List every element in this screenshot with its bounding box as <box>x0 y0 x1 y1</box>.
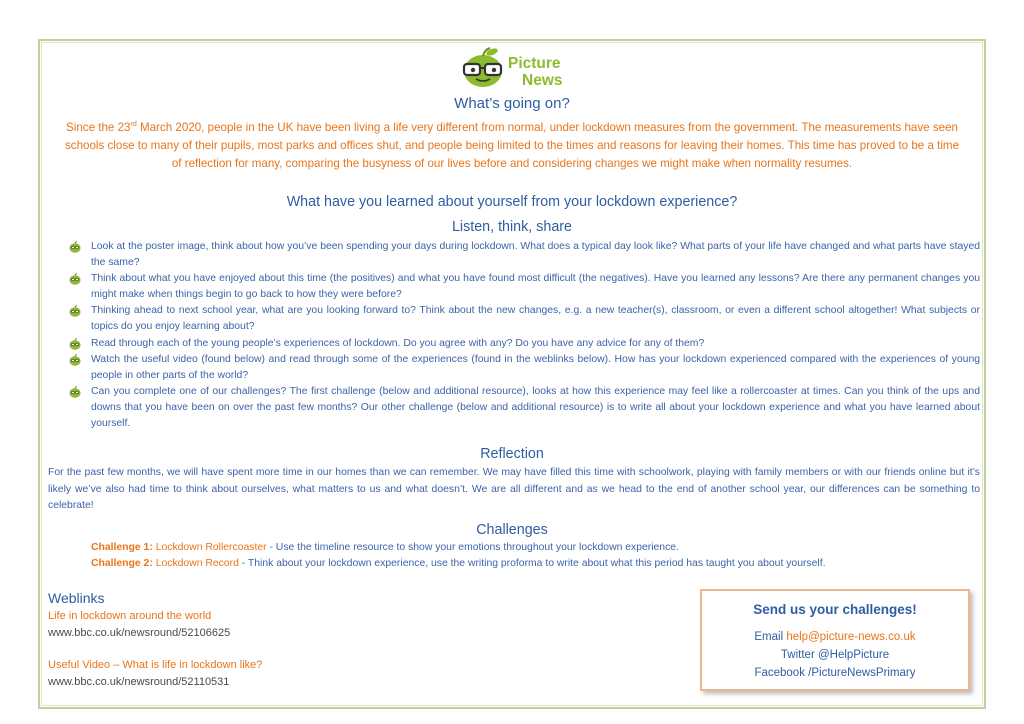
discussion-bullet-list <box>68 239 980 432</box>
weblink-title: Useful Video – What is life in lockdown like? <box>48 659 263 671</box>
intro-superscript: rd <box>130 121 137 128</box>
challenge-title: Lockdown Rollercoaster <box>155 542 267 553</box>
bullet-text: Thinking ahead to next school year, what are you looking forward to? Think about the new changes, e.g. a new teacher(s), classroom, or even a different school altogether! What subjects or topics do you enjoy learning about? <box>91 305 980 333</box>
weblink-url[interactable]: www.bbc.co.uk/newsround/52106625 <box>48 627 231 639</box>
heading-weblinks: Weblinks <box>48 590 105 606</box>
challenge-title: Lockdown Record <box>155 558 239 569</box>
apple-bullet-icon <box>68 272 82 286</box>
challenge-text: - Use the timeline resource to show your emotions throughout your lockdown experience. <box>266 542 679 553</box>
list-item <box>68 384 980 432</box>
challenge-label: Challenge 1 <box>91 542 150 553</box>
bullet-text: Can you complete one of our challenges? The first challenge (below and additional resource), looks at how this experience may feel like a rollercoaster at times. Can you think of the ups and downs that you have been on over the past few months? Our other challenge (below and additional resource) is to write all about your lockdown experience and what you have learned about yourself. <box>91 385 980 430</box>
challenge-2 <box>91 558 971 569</box>
logo-line-1: Picture <box>508 55 561 72</box>
bullet-text: Read through each of the young people’s experiences of lockdown. Do you agree with any? Do you have any advice for any of them? <box>91 337 705 349</box>
challenge-label: Challenge 2 <box>91 558 150 569</box>
intro-part-1: Since the 23 <box>66 120 131 134</box>
intro-part-2: March 2020, people in the UK have been living a life very different from normal, under lockdown measures from the government. The measurements have seen schools close to many of their pupils, most parks and offices shut, and people being limited to the times and reasons for leaving their homes. This time has proved to be a time of reflection for many, comparing the busyness of our lives before and considering changes we might make when normality resumes. <box>64 120 960 170</box>
send-facebook-line <box>702 667 968 679</box>
apple-bullet-icon <box>68 337 82 351</box>
list-item <box>68 352 980 384</box>
list-item <box>68 336 980 352</box>
challenge-text: - Think about your lockdown experience, use the writing proforma to write about what this period has taught you about yourself. <box>238 558 826 569</box>
heading-listen-think-share: Listen, think, share <box>451 219 572 235</box>
challenge-colon: : <box>149 542 153 553</box>
heading-reflection: Reflection <box>480 446 544 462</box>
apple-bullet-icon <box>68 304 82 318</box>
weblink-url[interactable]: www.bbc.co.uk/newsround/52110531 <box>48 676 230 688</box>
facebook-label: Facebook / <box>754 667 812 679</box>
heading-what-have-you-learned: What have you learned about yourself from your lockdown experience? <box>286 194 738 210</box>
intro-paragraph <box>60 116 964 173</box>
send-challenges-box <box>700 589 970 691</box>
weblink-title: Life in lockdown around the world <box>48 610 212 622</box>
reflection-paragraph: For the past few months, we will have spent more time in our homes than we can remember. We may have filled this time with schoolwork, playing with family members or with our friends online but it’s likely we’ve also had time to think about ourselves, what matters to us and what doesn’t. We are all different and as we head to the end of another school year, our differences can be something to celebrate! <box>48 467 980 511</box>
challenge-1 <box>91 542 971 553</box>
bullet-text: Think about what you have enjoyed about this time (the positives) and what you have found most difficult (the negatives). Have you learned any lessons? Are there any permanent changes you might make when things begin to go back to how they were before? <box>91 273 980 301</box>
heading-challenges: Challenges <box>476 522 548 538</box>
apple-bullet-icon <box>68 240 82 254</box>
bullet-text: Watch the useful video (found below) and read through some of the experiences (found in the weblinks below). How has your lockdown experienced compared with the experiences of young people in other parts of the world? <box>91 353 980 381</box>
send-email-line <box>702 631 968 643</box>
bullet-text: Look at the poster image, think about how you’ve been spending your days during lockdown. What does a typical day look like? What parts of your life have changed and what parts have stayed the same? <box>91 241 980 269</box>
logo-wordmark <box>508 55 563 89</box>
list-item <box>68 239 980 271</box>
apple-bullet-icon <box>68 385 82 399</box>
send-box-title: Send us your challenges! <box>753 602 917 617</box>
email-label: Email <box>754 631 787 643</box>
apple-bullet-icon <box>68 353 82 367</box>
heading-whats-going-on: What’s going on? <box>454 95 570 112</box>
facebook-link[interactable]: PictureNewsPrimary <box>811 667 916 679</box>
email-link[interactable]: help@picture-news.co.uk <box>786 631 916 643</box>
send-twitter-line[interactable]: Twitter @HelpPicture <box>780 649 890 661</box>
challenge-colon: : <box>149 558 153 569</box>
logo-line-2: News <box>522 72 563 89</box>
list-item <box>68 271 980 303</box>
list-item <box>68 303 980 335</box>
